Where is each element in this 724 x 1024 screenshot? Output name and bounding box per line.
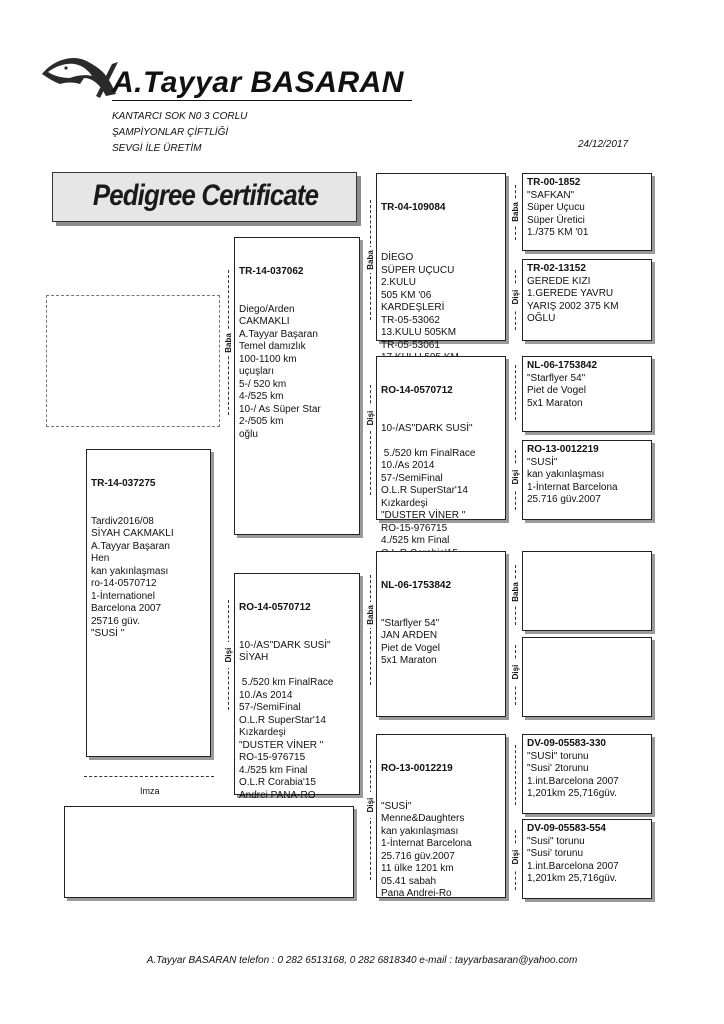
pigeon-info: Tardiv2016/08 SİYAH CAKMAKLI A.Tayyar Başaran Hen kan yakınlaşması ro-14-0570712 1-İnternationel Barcelona 2007 25716 güv. "SUSİ "	[91, 515, 174, 639]
sire-dam-id: RO-14-0570712	[381, 385, 453, 396]
g4-5-connector	[511, 565, 521, 625]
g4-1-label: Baba	[511, 199, 520, 225]
address-line-2: ŞAMPİYONLAR ÇİFTLİĞİ	[112, 127, 229, 138]
g4-3-info: "Starflyer 54" Piet de Vogel 5x1 Maraton	[527, 372, 586, 409]
g4-card-7	[522, 734, 652, 814]
sire-dam-label: Dişi	[366, 405, 375, 431]
sire-sire-id: TR-04-109084	[381, 202, 446, 213]
sire-dam-info: 10-/AS"DARK SUSİ" 5./520 km FinalRace 10./As 2014 57-/SemiFinal O.L.R SuperStar'14 Kızkardeşi "DUSTER VİNER " RO-15-976715 4./525 km Final	[381, 422, 476, 546]
sire-label: Baba	[224, 330, 233, 356]
dam-dam-id: RO-13-0012219	[381, 763, 453, 774]
sire-id: TR-14-037062	[239, 266, 304, 277]
g4-7-id: DV-09-05583-330	[527, 738, 606, 749]
signature-line	[84, 776, 214, 777]
brand-name: A.Tayyar BASARAN	[112, 66, 412, 101]
g4-1-connector	[511, 185, 521, 240]
g4-5-label: Baba	[511, 579, 520, 605]
sire-sire-card	[376, 173, 506, 351]
g4-8-info: "Susi" torunu "Susi' torunu 1.int.Barcelona 2007 1,201km 25,716güv.	[527, 835, 619, 884]
g4-7-connector	[511, 745, 521, 805]
g4-4-id: RO-13-0012219	[527, 444, 599, 455]
address-line-1: KANTARCI SOK N0 3 CORLU	[112, 111, 248, 122]
dam-label: Dişi	[224, 642, 233, 668]
sire-dam-connector	[366, 385, 376, 495]
g4-card-2	[522, 259, 652, 341]
g4-7-info: "SUSİ" torunu "Susi' 2torunu 1.int.Barcelona 2007 1,201km 25,716güv.	[527, 750, 619, 799]
dam-sire-connector	[366, 575, 376, 685]
g4-4-label: Dişi	[511, 464, 520, 490]
dam-connector	[224, 600, 234, 710]
address-line-3: SEVGİ İLE ÜRETİM	[112, 143, 202, 154]
dam-dam-label: Dişi	[366, 792, 375, 818]
dam-dam-connector	[366, 760, 376, 880]
sire-connector	[224, 270, 234, 415]
signature-label: Imza	[140, 786, 160, 796]
g4-3-id: NL-06-1753842	[527, 360, 598, 371]
sire-dam-card	[376, 356, 506, 546]
g4-2-label: Dişi	[511, 284, 520, 310]
g4-4-connector	[511, 450, 521, 510]
g4-card-4	[522, 440, 652, 520]
dam-dam-info: "SUSİ" Menne&Daughters kan yakınlaşması 1-İnternat Barcelona 25.716 güv.2007 11 ülke 1201 km 05.41 sabah Pana Andrei-Ro	[381, 800, 472, 899]
certificate-banner	[52, 172, 357, 222]
sire-sire-label: Baba	[366, 247, 375, 273]
g4-1-id: TR-00-1852	[527, 177, 581, 188]
g4-8-id: DV-09-05583-554	[527, 823, 606, 834]
g4-4-info: "SUSİ" kan yakınlaşması 1-İnternat Barcelona 25.716 güv.2007	[527, 456, 618, 505]
g4-3-connector	[511, 365, 521, 420]
dam-sire-card	[376, 551, 506, 717]
bird-logo-icon	[40, 54, 120, 102]
g4-8-label: Dişi	[511, 844, 520, 870]
g4-6-connector	[511, 645, 521, 705]
certificate-title: Pedigree Certificate	[92, 179, 319, 212]
dam-id: RO-14-0570712	[239, 602, 311, 613]
g4-1-info: "SAFKAN" Süper Uçucu Süper Üretici 1./375 KM '01	[527, 189, 589, 238]
footer-contact: A.Tayyar BASARAN telefon : 0 282 6513168, 0 282 6818340 e-mail : tayyarbasaran@yahoo.com	[146, 955, 578, 966]
g4-8-connector	[511, 830, 521, 890]
certificate-date: 24/12/2017	[578, 139, 629, 150]
g4-card-8	[522, 819, 652, 899]
g4-card-5	[522, 551, 652, 631]
g4-card-3	[522, 356, 652, 432]
photo-placeholder	[46, 295, 220, 427]
sire-card	[234, 237, 360, 535]
sire-info: Diego/Arden CAKMAKLI A.Tayyar Başaran Temel damızlık 100-1100 km uçuşları 5-/ 520 km 4-/525 km 10-/ As Süper Star 2-/505 km oğlu	[239, 303, 321, 440]
dam-sire-label: Baba	[366, 602, 375, 628]
g4-card-6	[522, 637, 652, 717]
g4-6-label: Dişi	[511, 659, 520, 685]
sire-sire-info: DİEGO SÜPER UÇUCU 2.KULU 505 KM '06 KARDEŞLERİ TR-05-53062 13.KULU 505KM TR-05-53061	[381, 252, 457, 351]
g4-2-id: TR-02-13152	[527, 263, 586, 274]
dam-sire-info: "Starflyer 54" JAN ARDEN Piet de Vogel 5x1 Maraton	[381, 617, 440, 666]
g4-2-connector	[511, 270, 521, 330]
dam-dam-card	[376, 734, 506, 898]
pigeon-id: TR-14-037275	[91, 478, 156, 489]
dam-card	[234, 573, 360, 801]
pigeon-card	[86, 449, 211, 757]
dam-info: 10-/AS"DARK SUSİ" SİYAH 5./520 km FinalRace 10./As 2014 57-/SemiFinal O.L.R SuperStar'14 Kızkardeşi "DUSTER VİNER " RO-15-976715 4./525 km Final O.L.R Corabia'15 Andrei PANA-RO	[239, 639, 334, 801]
sire-sire-connector	[366, 200, 376, 320]
g4-2-info: GEREDE KIZI 1.GEREDE YAVRU YARIŞ 2002 375 KM OĞLU	[527, 275, 619, 324]
dam-sire-id: NL-06-1753842	[381, 580, 452, 591]
g4-card-1	[522, 173, 652, 251]
notes-box	[64, 806, 354, 898]
